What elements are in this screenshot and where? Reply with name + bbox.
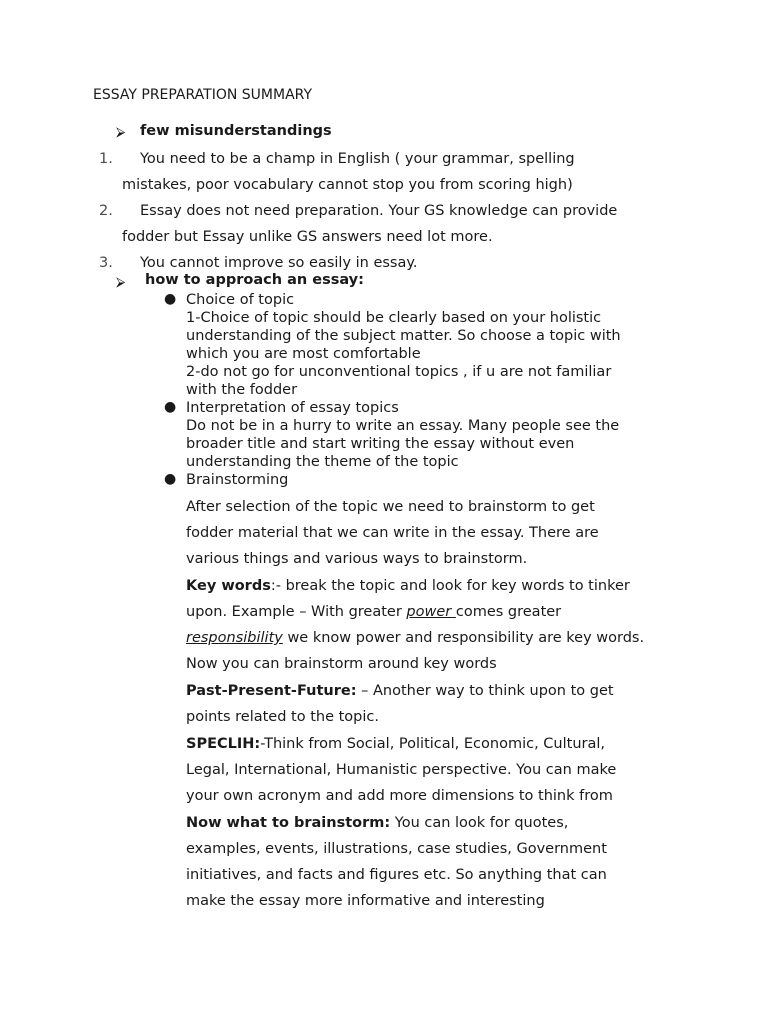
- list-item-text: mistakes, poor vocabulary cannot stop you from scoring high): [122, 177, 573, 193]
- paragraph-line: 1-Choice of topic should be clearly based on your holistic: [186, 310, 602, 326]
- speclih-paragraph-line: [186, 736, 605, 752]
- bullet-label-interpretation: Interpretation of essay topics: [186, 400, 399, 416]
- bullet-dot-icon: ●: [164, 291, 177, 307]
- arrow-bullet-icon: ⮚: [116, 275, 126, 290]
- section-heading-approach: how to approach an essay:: [145, 272, 364, 288]
- paragraph-line: understanding the theme of the topic: [186, 454, 459, 470]
- keywords-paragraph-line: Now you can brainstorm around key words: [186, 656, 497, 672]
- keywords-text: we know power and responsibility are key words.: [282, 630, 645, 646]
- keywords-paragraph-line: [186, 578, 630, 594]
- paragraph-line: 2-do not go for unconventional topics , if u are not familiar: [186, 364, 612, 380]
- list-number: 1.: [99, 151, 113, 167]
- section-heading-misunderstandings: few misunderstandings: [140, 123, 332, 139]
- paragraph-line: After selection of the topic we need to brainstorm to get: [186, 499, 595, 515]
- paragraph-line: broader title and start writing the essay without even: [186, 436, 575, 452]
- ppf-text: – Another way to think upon to get: [356, 683, 614, 699]
- keywords-text: upon. Example – With greater: [186, 604, 407, 620]
- keywords-term: Key words: [186, 578, 271, 594]
- keywords-text: comes greater: [455, 604, 562, 620]
- ppf-paragraph-line: [186, 683, 614, 699]
- paragraph-line: various things and various ways to brainstorm.: [186, 551, 528, 567]
- what-paragraph-line: make the essay more informative and interesting: [186, 893, 545, 909]
- arrow-bullet-icon: ⮚: [116, 125, 126, 140]
- list-item-text: Essay does not need preparation. Your GS knowledge can provide: [140, 203, 618, 219]
- paragraph-line: Do not be in a hurry to write an essay. Many people see the: [186, 418, 620, 434]
- paragraph-line: understanding of the subject matter. So choose a topic with: [186, 328, 621, 344]
- what-paragraph-line: initiatives, and facts and figures etc. So anything that can: [186, 867, 607, 883]
- paragraph-line: with the fodder: [186, 382, 298, 398]
- list-item-text: You need to be a champ in English ( your grammar, spelling: [140, 151, 575, 167]
- what-paragraph-line: examples, events, illustrations, case studies, Government: [186, 841, 607, 857]
- bullet-dot-icon: ●: [164, 471, 177, 487]
- bullet-dot-icon: ●: [164, 399, 177, 415]
- list-item-text: fodder but Essay unlike GS answers need lot more.: [122, 229, 493, 245]
- speclih-term: SPECLIH:: [186, 736, 261, 752]
- bullet-label-brainstorming: Brainstorming: [186, 472, 289, 488]
- what-term: Now what to brainstorm:: [186, 815, 391, 831]
- emphasis-responsibility: responsibility: [186, 630, 283, 646]
- speclih-paragraph-line: Legal, International, Humanistic perspective. You can make: [186, 762, 617, 778]
- what-text: You can look for quotes,: [390, 815, 569, 831]
- speclih-paragraph-line: your own acronym and add more dimensions to think from: [186, 788, 613, 804]
- keywords-paragraph-line: [186, 604, 561, 620]
- ppf-term: Past-Present-Future:: [186, 683, 357, 699]
- keywords-text: :- break the topic and look for key words to tinker: [270, 578, 630, 594]
- paragraph-line: which you are most comfortable: [186, 346, 421, 362]
- bullet-label-choice: Choice of topic: [186, 292, 295, 308]
- paragraph-line: fodder material that we can write in the essay. There are: [186, 525, 599, 541]
- what-paragraph-line: [186, 815, 568, 831]
- list-item-text: You cannot improve so easily in essay.: [140, 255, 418, 271]
- document-title: ESSAY PREPARATION SUMMARY: [93, 87, 313, 103]
- emphasis-power: power: [406, 604, 456, 620]
- ppf-paragraph-line: points related to the topic.: [186, 709, 379, 725]
- keywords-paragraph-line: [186, 630, 644, 646]
- list-number: 2.: [99, 203, 113, 219]
- list-number: 3.: [99, 255, 113, 271]
- speclih-text: -Think from Social, Political, Economic, Cultural,: [260, 736, 606, 752]
